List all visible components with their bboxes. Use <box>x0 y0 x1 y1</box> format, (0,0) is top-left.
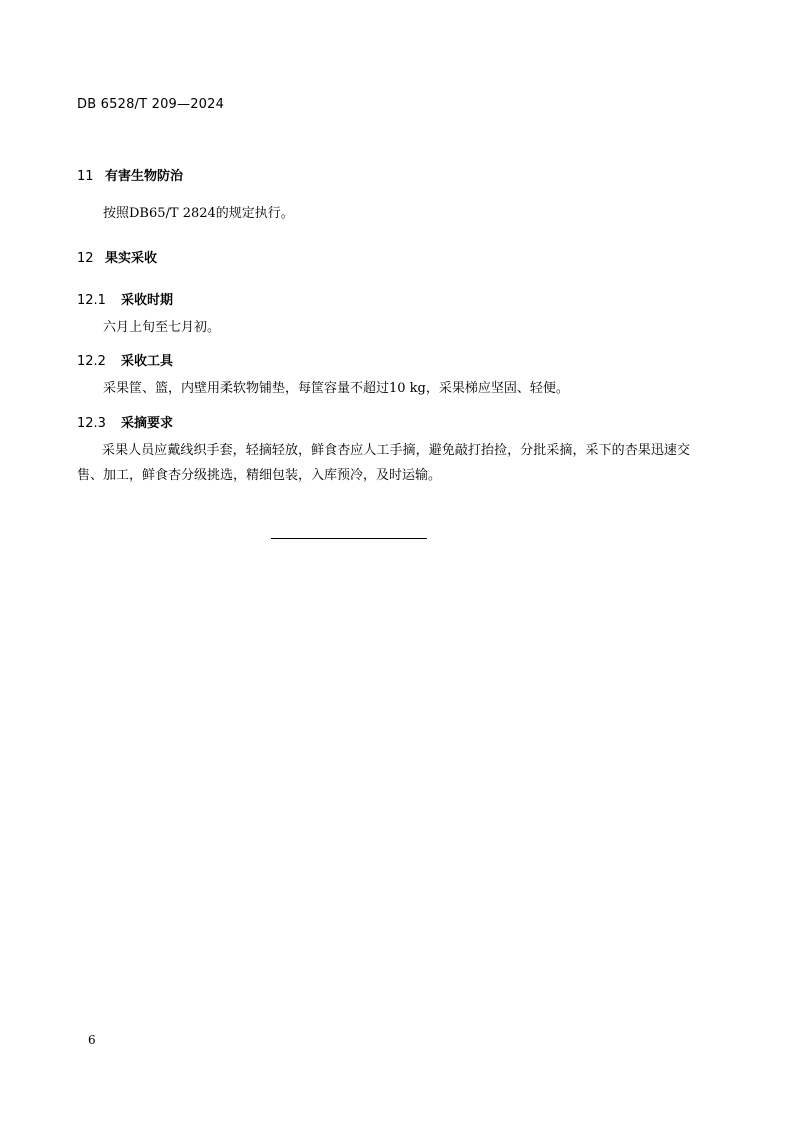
section-number: 12.1 <box>77 293 106 308</box>
section-11-heading <box>77 165 183 184</box>
section-number: 11 <box>77 169 94 184</box>
section-number: 12.3 <box>77 416 106 431</box>
section-12-2-body: 采果筐、篮，内壁用柔软物铺垫，每筐容量不超过10 kg，采果梯应坚固、轻便。 <box>103 381 569 396</box>
section-title: 采摘要求 <box>121 416 174 431</box>
section-number: 12 <box>77 251 94 266</box>
section-title: 采收时期 <box>121 293 174 308</box>
section-title: 采收工具 <box>121 354 174 369</box>
section-12-1-body: 六月上旬至七月初。 <box>103 320 221 335</box>
section-title: 有害生物防治 <box>105 169 184 184</box>
section-title: 果实采收 <box>105 251 158 266</box>
end-of-document-rule <box>271 538 427 539</box>
document-header: DB 6528/T 209—2024 <box>77 97 225 112</box>
section-12-heading <box>77 247 157 266</box>
page-number: 6 <box>88 1033 96 1047</box>
section-number: 12.2 <box>77 354 106 369</box>
section-12-3-heading <box>77 412 173 431</box>
section-12-3-body: 采果人员应戴线织手套，轻摘轻放，鲜食杏应人工手摘，避免敲打抬捡，分批采摘，采下的杏果迅速交售、加工，鲜食杏分级挑选，精细包装，入库预冷，及时运输。 <box>77 443 690 483</box>
section-12-2-heading <box>77 350 173 369</box>
section-12-1-heading <box>77 289 173 308</box>
section-11-body: 按照DB65/T 2824的规定执行。 <box>103 206 294 221</box>
